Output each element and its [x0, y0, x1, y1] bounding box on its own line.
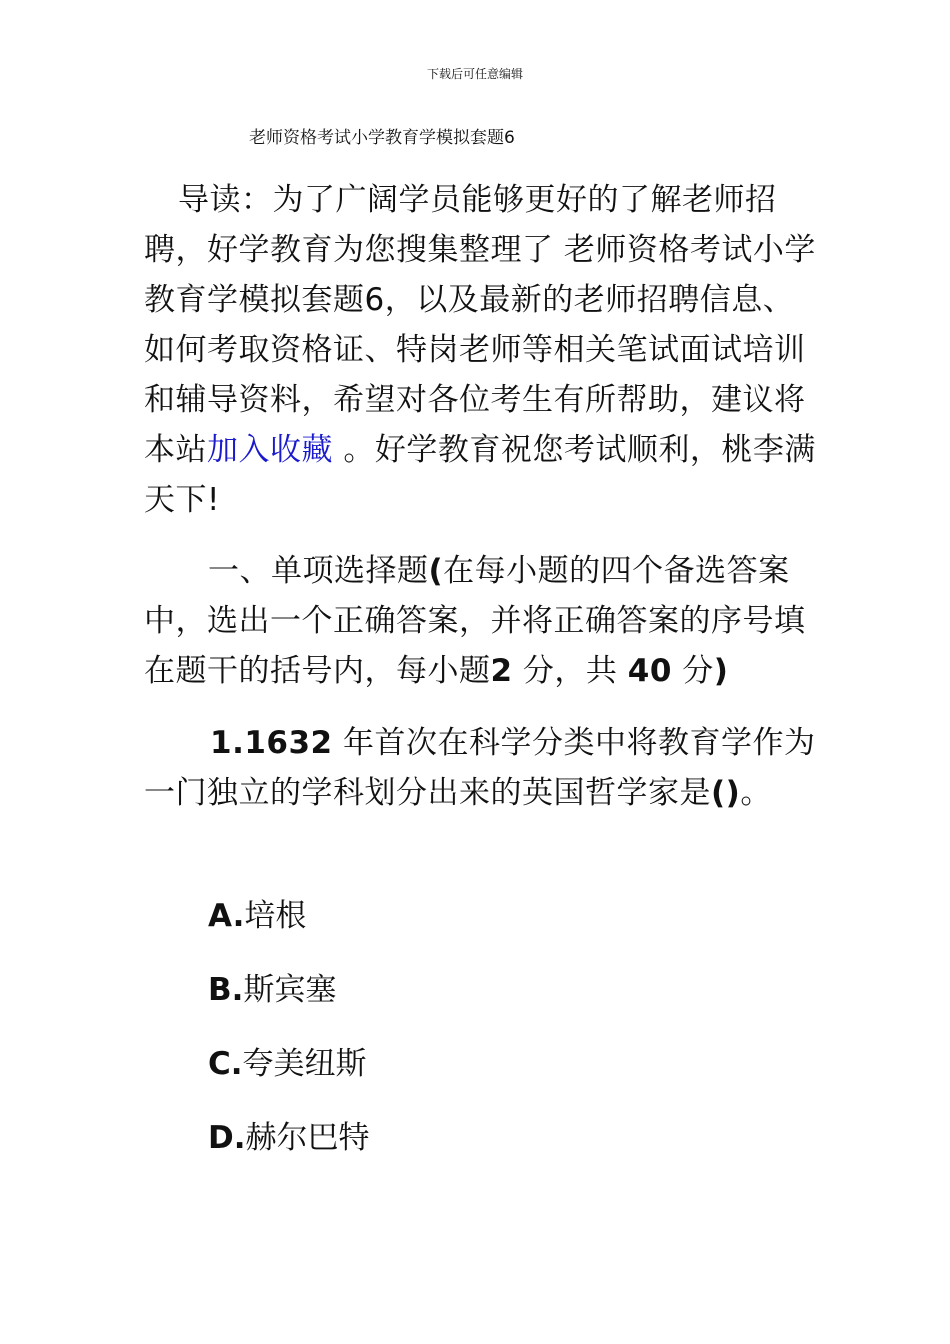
option-text: 斯宾塞: [243, 972, 337, 1008]
section-instructions-2: 分，共: [512, 653, 628, 689]
option-letter: D.: [208, 1120, 246, 1156]
option-letter: A.: [208, 898, 245, 934]
intro-text: 导读：为了广阔学员能够更好的了解老师招聘，好学教育为您搜集整理了 老师资格考试小学教育学模拟套题6，以及最新的老师招聘信息、如何考取资格证、特岗老师等相关笔试面试培训和辅导资料，希望对各位考生有所帮助，建议将本站: [144, 182, 816, 468]
answer-blank-open: (: [711, 775, 726, 811]
option-letter: B.: [208, 972, 244, 1008]
header-note: 下载后可任意编辑: [426, 67, 523, 81]
option-d: [208, 1118, 370, 1158]
option-text: 赫尔巴特: [245, 1120, 370, 1156]
intro-closing-text: 。好学教育祝您考试顺利，桃李满天下!: [144, 432, 816, 518]
intro-paragraph: [144, 175, 824, 525]
section-instructions-3: 分: [671, 653, 714, 689]
add-bookmark-link[interactable]: 加入收藏: [207, 432, 333, 468]
answer-blank-close: ): [725, 775, 741, 811]
points-total: 40: [627, 653, 672, 689]
section-instructions: 在每小题的四个备选答案中，选出一个正确答案，并将正确答案的序号填在题干的括号内，每小题: [144, 553, 806, 689]
option-c: [208, 1044, 367, 1084]
option-text: 夸美纽斯: [242, 1046, 367, 1082]
question-number: 1.1632: [210, 725, 333, 761]
section-heading: [144, 546, 824, 696]
option-a: [208, 896, 306, 936]
section-lead: 一、单项选择题: [208, 553, 429, 589]
option-letter: C.: [208, 1046, 243, 1082]
question-1: [144, 718, 824, 818]
section-paren-open: (: [428, 553, 444, 589]
option-text: 培根: [244, 898, 307, 934]
question-end: 。: [740, 775, 772, 811]
option-b: [208, 970, 336, 1010]
question-stem: 年首次在科学分类中将教育学作为一门独立的学科划分出来的英国哲学家是: [144, 725, 816, 811]
section-paren-close: ): [713, 653, 729, 689]
points-each: 2: [490, 653, 513, 689]
document-title: 老师资格考试小学教育学模拟套题6: [249, 128, 515, 148]
